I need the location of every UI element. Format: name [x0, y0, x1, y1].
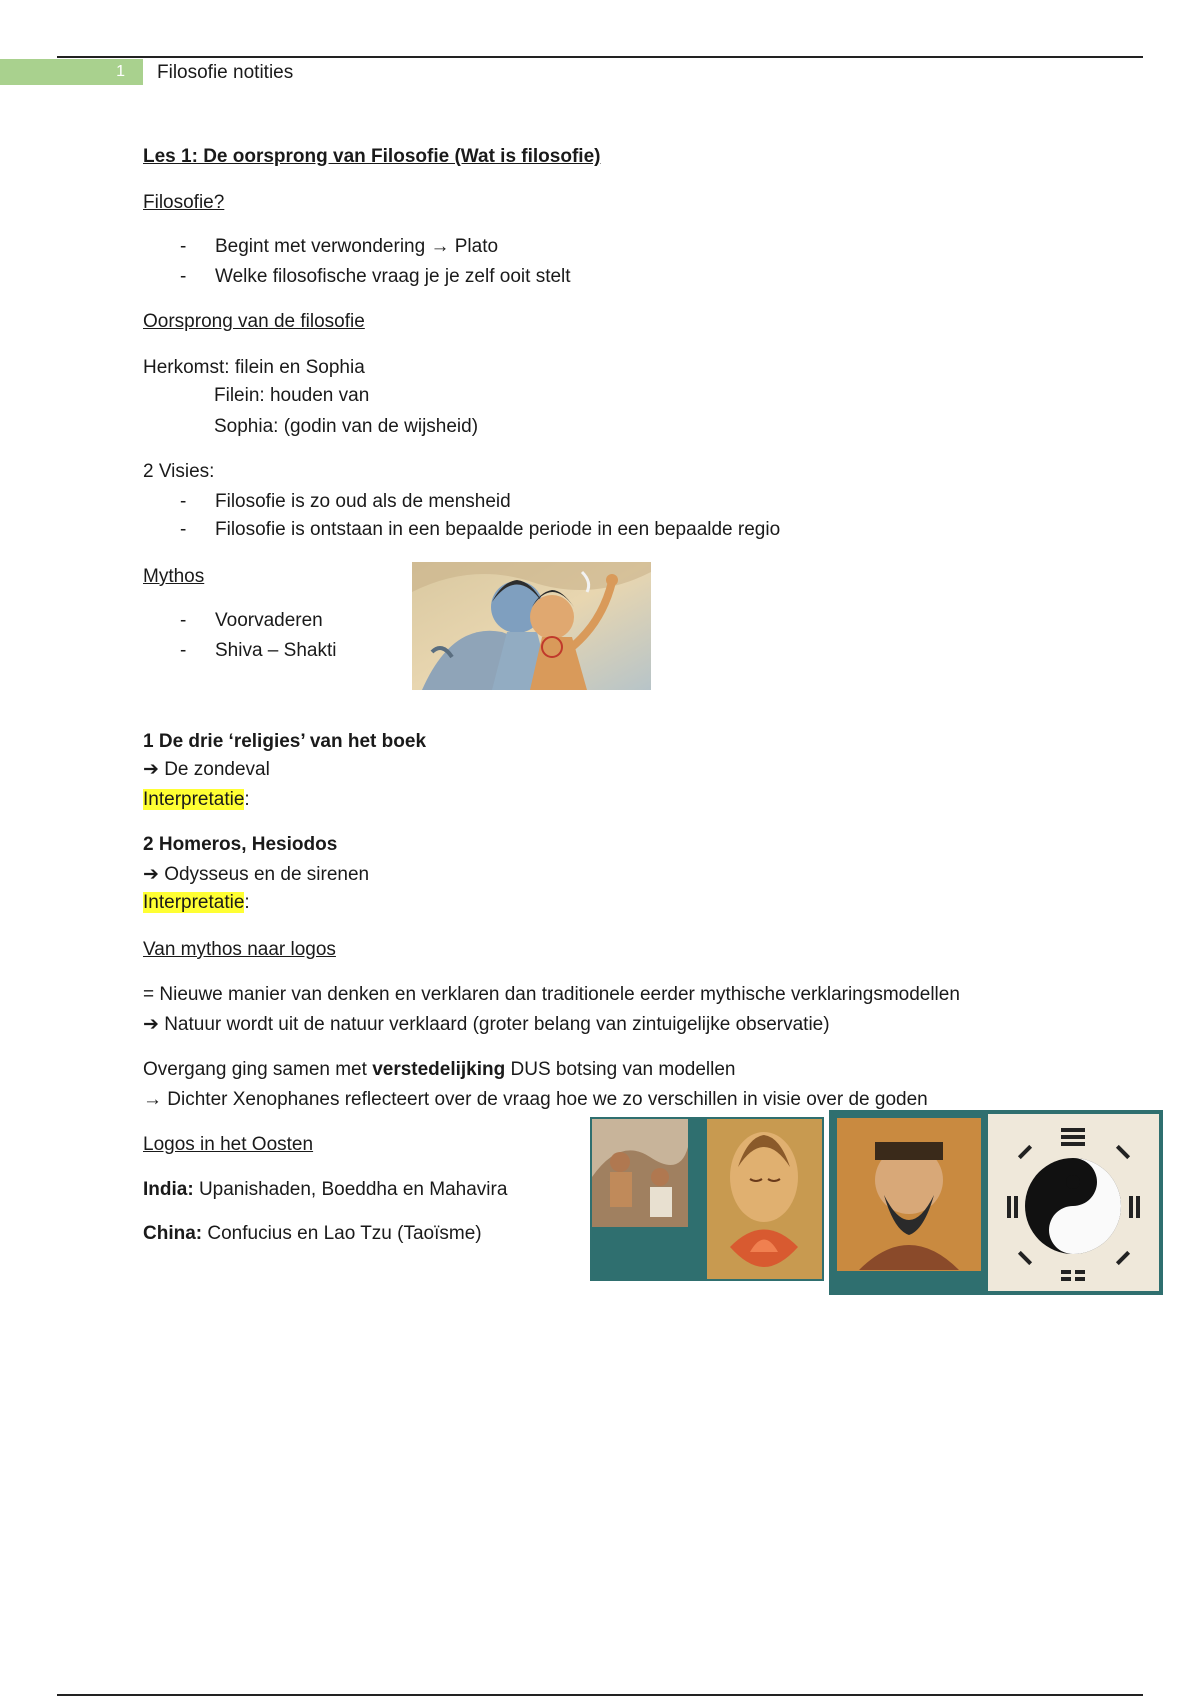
- header-title: Filosofie notities: [157, 62, 294, 83]
- list-item-text: Voorvaderen: [215, 610, 323, 631]
- arrow-icon: →: [143, 1089, 162, 1110]
- oosten-heading: Logos in het Oosten: [143, 1134, 314, 1155]
- logos-line-1: = Nieuwe manier van denken en verklaren dan traditionele eerder mythische verklaringsmodellen: [143, 984, 960, 1005]
- religies-title: 1 De drie ‘religies’ van het boek: [143, 731, 427, 752]
- interpretatie-line: Interpretatie:: [143, 789, 250, 810]
- mythos-heading: Mythos: [143, 566, 205, 587]
- arrow-icon: ➔: [143, 1014, 159, 1035]
- logos-line-2: ➔ Natuur wordt uit de natuur verklaard (groter belang van zintuigelijke observatie): [143, 1014, 830, 1035]
- list-item-text: Welke filosofische vraag je je zelf ooit stelt: [215, 266, 571, 287]
- list-item-text: Filosofie is zo oud als de mensheid: [215, 491, 511, 512]
- page-number-badge: 1: [0, 59, 143, 85]
- arrow-icon: →: [430, 236, 450, 257]
- list-item-text: Filosofie is ontstaan in een bepaalde periode in een bepaalde regio: [215, 519, 781, 540]
- india-collage-image: [590, 1117, 824, 1281]
- herkomst-line: Herkomst: filein en Sophia: [143, 357, 365, 378]
- footer-rule: [57, 1694, 1143, 1696]
- china-collage-image: [829, 1110, 1163, 1295]
- highlighted-label: Interpretatie: [143, 789, 245, 810]
- list-item-text: Begint met verwondering → Plato: [215, 236, 499, 257]
- bullet-dash: -: [180, 266, 187, 287]
- overgang-line: Overgang ging samen met verstedelijking DUS botsing van modellen: [143, 1059, 736, 1080]
- bullet-dash: -: [180, 491, 187, 512]
- visies-label: 2 Visies:: [143, 461, 215, 482]
- china-line: China: Confucius en Lao Tzu (Taoïsme): [143, 1223, 482, 1244]
- sophia-line: Sophia: (godin van de wijsheid): [214, 416, 479, 437]
- logos-heading: Van mythos naar logos: [143, 939, 336, 960]
- bullet-dash: -: [180, 236, 187, 257]
- arrow-icon: ➔: [143, 864, 159, 885]
- zondeval-line: ➔ De zondeval: [143, 759, 270, 780]
- bullet-dash: -: [180, 519, 187, 540]
- lesson-title: Les 1: De oorsprong van Filosofie (Wat is filosofie): [143, 146, 601, 167]
- highlighted-label: Interpretatie: [143, 892, 245, 913]
- header-rule: [57, 56, 1143, 58]
- india-line: India: Upanishaden, Boeddha en Mahavira: [143, 1179, 508, 1200]
- arrow-icon: ➔: [143, 759, 159, 780]
- xenophanes-line: → Dichter Xenophanes reflecteert over de vraag hoe we zo verschillen in visie over de goden: [143, 1089, 928, 1110]
- list-item-text: Shiva – Shakti: [215, 640, 337, 661]
- filein-line: Filein: houden van: [214, 385, 370, 406]
- shiva-shakti-image: [412, 562, 651, 690]
- bullet-dash: -: [180, 610, 187, 631]
- odysseus-line: ➔ Odysseus en de sirenen: [143, 864, 370, 885]
- interpretatie-line: Interpretatie:: [143, 892, 250, 913]
- bullet-dash: -: [180, 640, 187, 661]
- oorsprong-heading: Oorsprong van de filosofie: [143, 311, 365, 332]
- homeros-title: 2 Homeros, Hesiodos: [143, 834, 338, 855]
- filosofie-heading: Filosofie?: [143, 192, 225, 213]
